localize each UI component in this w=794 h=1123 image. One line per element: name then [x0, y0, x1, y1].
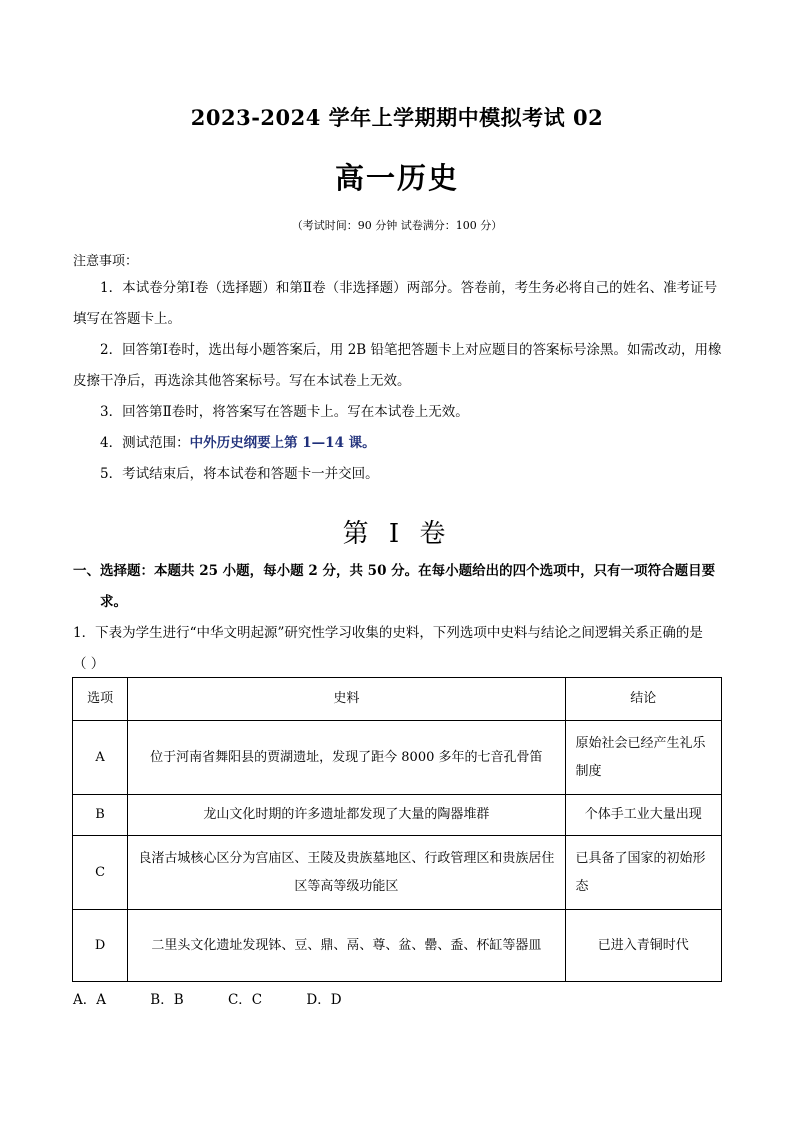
question-1-stem-line-1: 1．下表为学生进行“中华文明起源”研究性学习收集的史料，下列选项中史料与结论之间逻辑关系正确的是: [73, 625, 703, 641]
row-a-conclusion: 原始社会已经产生礼乐制度: [565, 721, 722, 795]
row-a-source: 位于河南省舞阳县的贾湖遗址，发现了距今 8000 多年的七音孔骨笛: [128, 721, 565, 795]
notice-item-5: 5．考试结束后，将本试卷和答题卡一并交回。: [100, 466, 379, 482]
choice-b: B．B: [150, 992, 184, 1008]
question-1-choices: [73, 988, 382, 1008]
choice-a: A．A: [73, 992, 106, 1008]
row-b-option: B: [73, 795, 128, 836]
header-option: 选项: [73, 678, 128, 721]
row-c-source: 良渚古城核心区分为宫庙区、王陵及贵族墓地区、行政管理区和贵族居住区等高等级功能区: [128, 836, 565, 910]
notice-item-4-prefix: 4．测试范围：: [100, 435, 190, 451]
exam-title: 2023-2024 学年上学期期中模拟考试 02: [190, 105, 604, 130]
choice-c: C．C: [227, 992, 263, 1008]
table-header-row: [73, 678, 722, 721]
row-d-option: D: [73, 910, 128, 982]
exam-time-info: （考试时间：90 分钟 试卷满分：100 分）: [291, 219, 503, 232]
row-c-option: C: [73, 836, 128, 910]
question-1-table: [72, 677, 722, 982]
question-1-stem-line-2: （ ）: [73, 656, 105, 672]
notice-item-1: 1．本试卷分第Ⅰ卷（选择题）和第Ⅱ卷（非选择题）两部分。答卷前，考生务必将自己的姓名、准考证号填写在答题卡上。: [73, 280, 718, 327]
notice-item-2: 2．回答第Ⅰ卷时，选出每小题答案后，用 2B 铅笔把答题卡上对应题目的答案标号涂黑。如需改动，用橡皮擦干净后，再选涂其他答案标号。写在本试卷上无效。: [73, 342, 722, 389]
row-a-option: A: [73, 721, 128, 795]
row-b-source: 龙山文化时期的许多遗址都发现了大量的陶器堆群: [128, 795, 565, 836]
test-scope: 中外历史纲要上第 1—14 课。: [189, 435, 376, 451]
section-title: 第 I 卷: [342, 519, 452, 549]
subject-title: 高一历史: [334, 161, 459, 195]
table-row: [73, 836, 722, 910]
part1-intro-line-2: 求。: [100, 594, 127, 610]
part1-intro: [73, 556, 723, 680]
choice-d: D．D: [306, 992, 342, 1008]
table-row: [73, 721, 722, 795]
row-d-conclusion: 已进入青铜时代: [565, 910, 722, 982]
notice-heading: 注意事项：: [73, 254, 139, 269]
row-b-conclusion: 个体手工业大量出现: [565, 795, 722, 836]
header-conclusion: 结论: [565, 678, 722, 721]
notice-item-3: 3．回答第Ⅱ卷时，将答案写在答题卡上。写在本试卷上无效。: [100, 404, 469, 420]
part1-intro-line-1: 一、选择题：本题共 25 小题，每小题 2 分，共 50 分。在每小题给出的四个选项中，只有一项符合题目要: [73, 563, 716, 579]
header-source: 史料: [128, 678, 565, 721]
row-d-source: 二里头文化遗址发现钵、豆、鼎、鬲、尊、盆、罍、盉、杯缸等器皿: [128, 910, 565, 982]
notice-item-4: [73, 428, 723, 459]
row-c-conclusion: 已具备了国家的初始形态: [565, 836, 722, 910]
table-row: [73, 795, 722, 836]
table-row: [73, 910, 722, 982]
